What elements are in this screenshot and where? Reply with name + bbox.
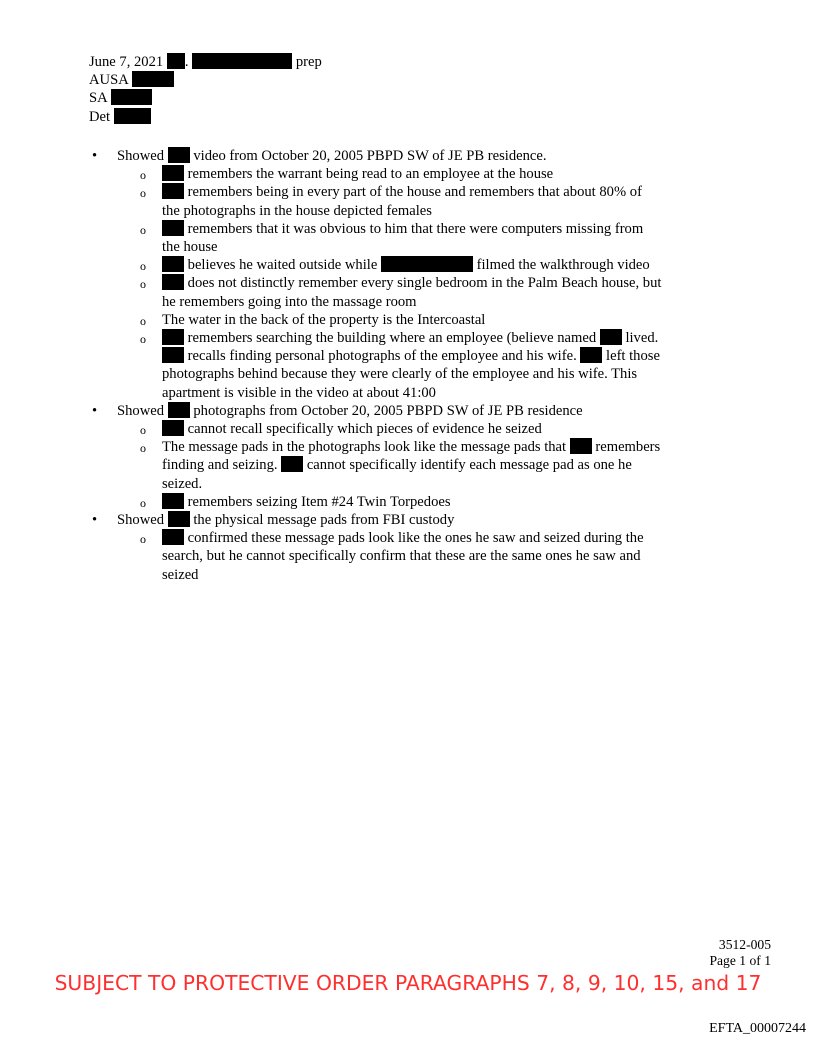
circle-bullet-icon: o <box>140 186 146 201</box>
circle-bullet-icon: o <box>140 332 146 347</box>
redaction-box <box>600 329 622 345</box>
memo-header <box>89 53 322 126</box>
header-line-ausa: AUSA <box>89 71 322 89</box>
sub-bullet-item: o does not distinctly remember every single bedroom in the Palm Beach house, but he remembers going into the massage room <box>140 275 662 310</box>
bates-number: EFTA_00007244 <box>709 1021 806 1036</box>
protective-order-notice: SUBJECT TO PROTECTIVE ORDER PARAGRAPHS 7, 8, 9, 10, 15, and 17 <box>54 971 762 995</box>
page-number: Page 1 of 1 <box>709 953 771 968</box>
sub-bullet-item: o remembers the warrant being read to an employee at the house <box>162 165 662 183</box>
circle-bullet-icon: o <box>140 277 146 292</box>
bullet-item: • Showed video from October 20, 2005 PBPD SW of JE PB residence. <box>92 148 547 164</box>
redaction-box <box>162 529 184 545</box>
circle-bullet-icon: o <box>140 168 146 183</box>
redaction-box <box>168 402 190 418</box>
bullet-icon: • <box>92 512 98 529</box>
document-number: 3512-005 <box>718 937 771 952</box>
header-line-date: June 7, 2021 . prep <box>89 54 322 70</box>
sub-bullet-item: o confirmed these message pads look like the ones he saw and seized during the search, but he cannot specifically confirm that these are the same ones he saw and seized <box>140 530 644 583</box>
redaction-box <box>162 420 184 436</box>
sub-bullet-item: o The message pads in the photographs look like the message pads that remembers finding and seizing. cannot specifically identify each message pad as one he seized. <box>140 439 661 492</box>
circle-bullet-icon: o <box>140 313 146 328</box>
redaction-box <box>162 256 184 272</box>
sub-bullet-item: o remembers seizing Item #24 Twin Torpedoes <box>162 493 662 511</box>
sub-bullet-item: o remembers that it was obvious to him that there were computers missing from the house <box>140 220 644 256</box>
page-footer <box>709 937 771 969</box>
circle-bullet-icon: o <box>140 423 146 438</box>
redaction-box <box>168 511 190 527</box>
redaction-box <box>168 147 190 163</box>
redaction-box <box>162 329 184 345</box>
redaction-box <box>114 108 151 124</box>
header-line-sa: SA <box>89 89 322 107</box>
circle-bullet-icon: o <box>140 259 146 274</box>
circle-bullet-icon: o <box>140 222 146 237</box>
redaction-box <box>192 53 292 69</box>
redaction-box <box>570 438 592 454</box>
bullet-icon: • <box>92 402 98 419</box>
redaction-box <box>162 347 184 363</box>
redaction-box <box>162 274 184 290</box>
redaction-box <box>281 456 303 472</box>
sub-bullet-item: o remembers searching the building where an employee (believe named lived. recalls finding personal photographs of the employee and his wife. left those photographs behind because they were clearly of the employee and his wife. This apartment is visible in the video at about 41:00 <box>140 330 660 401</box>
redaction-box <box>162 220 184 236</box>
redaction-box <box>167 53 185 69</box>
redaction-box <box>162 183 184 199</box>
redaction-box <box>132 71 174 87</box>
circle-bullet-icon: o <box>140 495 146 510</box>
circle-bullet-icon: o <box>140 441 146 456</box>
redaction-box <box>580 347 602 363</box>
redaction-box <box>162 493 184 509</box>
sub-bullet-item: o cannot recall specifically which pieces of evidence he seized <box>162 420 662 438</box>
bullet-item: • Showed photographs from October 20, 2005 PBPD SW of JE PB residence <box>92 402 583 419</box>
redaction-box <box>111 89 152 105</box>
redaction-box <box>162 165 184 181</box>
bullet-item: • Showed the physical message pads from FBI custody <box>92 512 455 529</box>
sub-bullet-item: o believes he waited outside while filmed the walkthrough video <box>162 256 662 274</box>
redaction-box <box>381 256 473 272</box>
bullet-list <box>92 147 677 584</box>
bullet-icon: • <box>92 148 98 164</box>
circle-bullet-icon: o <box>140 532 146 547</box>
sub-bullet-item: o remembers being in every part of the house and remembers that about 80% of the photographs in the house depicted females <box>140 184 642 219</box>
sub-bullet-item: o The water in the back of the property is the Intercoastal <box>162 311 662 329</box>
header-line-det: Det <box>89 108 322 126</box>
